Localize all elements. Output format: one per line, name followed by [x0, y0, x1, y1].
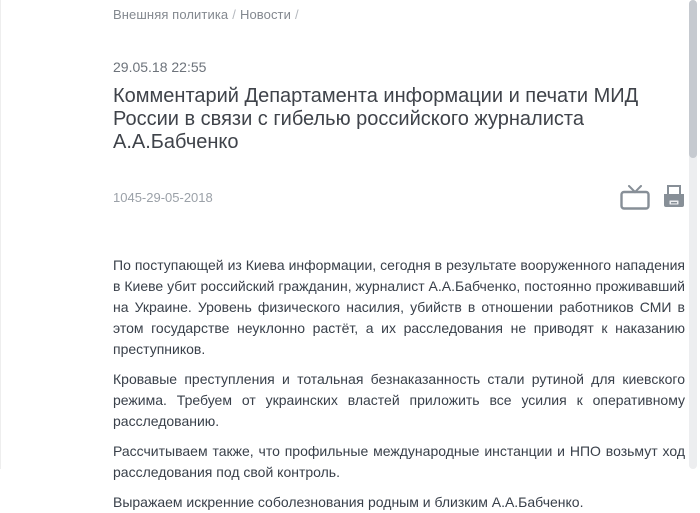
article-paragraph: Рассчитываем также, что профильные международные инстанции и НПО возьмут ход расследования под свой контроль. [113, 443, 685, 480]
breadcrumb-separator: / [294, 7, 299, 22]
breadcrumb-item[interactable]: Внешняя политика [113, 7, 229, 22]
article-paragraph: По поступающей из Киева информации, сегодня в результате вооруженного нападения в Киеве убит российский гражданин, журналист А.А.Бабченко, постоянно проживавший на Украине. Уровень физического насилия, убийств в отношении работников СМИ в этом государстве неуклонно растёт, а их расследования не приводят к наказанию преступников. [113, 257, 685, 357]
article-body [113, 255, 685, 513]
article-id: 1045-29-05-2018 [113, 190, 213, 205]
breadcrumb-item[interactable]: Новости [239, 7, 291, 22]
page-title: Комментарий Департамента информации и печати МИД России в связи с гибелью российского журналиста А.А.Бабченко [113, 85, 639, 153]
article-content [113, 0, 685, 513]
article-paragraph: Выражаем искренние соболезнования родным и близким А.А.Бабченко. [113, 494, 584, 510]
article-paragraph: Кровавые преступления и тотальная безнаказанность стали рутиной для киевского режима. Требуем от украинских властей приложить все усилия к оперативному расследованию. [113, 371, 685, 429]
article-meta-row [113, 185, 685, 210]
breadcrumb-separator: / [232, 7, 236, 22]
tv-icon[interactable] [620, 185, 650, 210]
article-datetime: 29.05.18 22:55 [113, 59, 207, 75]
article-toolbar [620, 185, 685, 210]
scrollbar-thumb[interactable] [689, 0, 697, 158]
scrollbar[interactable] [689, 0, 697, 469]
print-icon[interactable] [663, 185, 685, 210]
breadcrumb [113, 0, 685, 22]
